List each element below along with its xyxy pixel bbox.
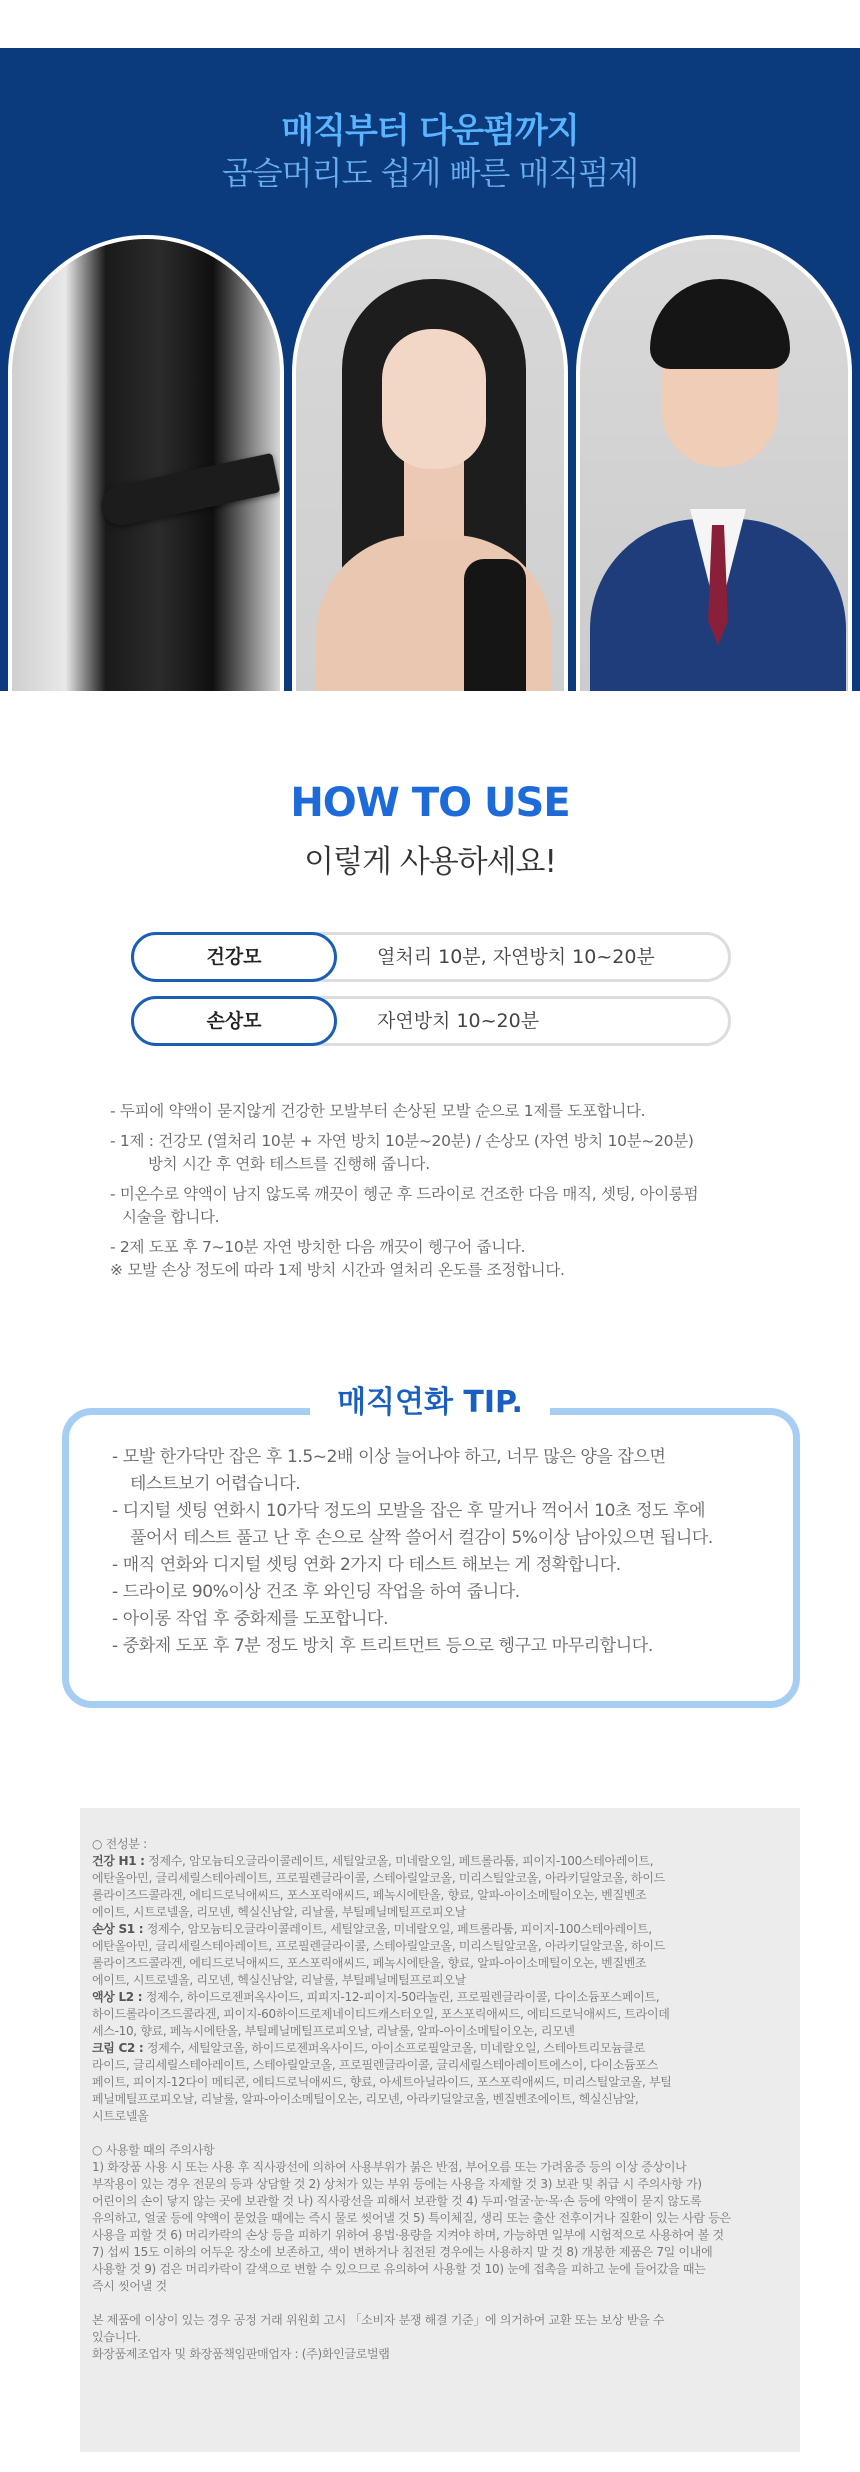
ingredients-text: ○ 전성분 : 건강 H1 : 정제수, 암모늄티오글라이콜레이트, 세틸알코올, 미네랄오일, 페트롤라툼, 피이지-100스테아레이트, 에탄올아민, 글리세릴스테아레이트, 프로필렌글라이콜, 스테아릴알코올, 미리스틸알코올, 아라키딜알코올, 하이드 롤라이즈드콜라겐, 에티드로닉애씨드, 포스포릭애씨드, 페녹시에탄올, 향료, 알파-아이소메틸이오논, 벤질벤조 에이트, 시트로넬올, 리모넨, 헥실신남알, 리날룰, 부틸페닐메틸프로피오날 손상 S1 : 정제수, 암모늄티오글라이콜레이트, 세틸알코올, 미네랄오일, 페트롤라툼, 피이지-100스테아레이트, 에탄올아민, 글리세릴스테아레이트, 프로필렌글라이콜, 스테아릴알코올, 미리스틸알코올, 아라키딜알코올, 하이드 롤라이즈드콜라겐, 에티드로닉애씨드, 포스포릭애씨드, 페녹시에탄올, 향료, 알파-아이소메틸이오논, 벤질벤조 에이트, 시트로넬올, 리모넨, 헥실신남알, 리날룰, 부틸페닐메틸프로피오날 액상 L2 : 정제수, 하이드로젠퍼옥사이드, 피피지-12-피이지-50라놀린, 프로필렌글라이콜, 다이소듐포스페이트, 하이드롤라이즈드콜라겐, 피이지-60하이드로제네이티드캐스터오일, 포스포릭애씨드, 에티드로닉애씨드, 트라이데 세스-10, 향료, 페녹시에탄올, 부틸페닐메틸프로피오날, 리날룰, 알파-아이소메틸이오논, 리모넨 크림 C2 : 정제수, 세틸알코올, 하이드로젠퍼옥사이드, 아이소프로필알코올, 미네랄오일, 스테아트리모늄클로 라이드, 글리세릴스테아레이트, 스테아릴알코올, 프로필렌글라이콜, 글리세릴스테아레이트에스이, 다이소듐포스 페이트, 피이지-12다이 메티콘, 에티드로닉애씨드, 향료, 아세트아닐라이드, 포스포릭애씨드, 미리스틸알코올, 부틸 페닐메틸프로피오날, 리날룰, 알파-아이소메틸이오논, 리모넨, 아라키딜알코올, 벤질벤조에이트, 헥실신남알, 시트로넬올 ○ 사용할 때의 주의사항 1) 화장품 사용 시 또는 사용 후 직사광선에 의하여 사용부위가 붉은 반점, 부어오름 또는 가려움증 등의 이상 증상이나 부작용이 있는 경우 전문의 등과 상담할 것 2) 상처가 있는 부위 등에는 사용을 자제할 것 3) 보관 및 취급 시 주의사항 가) 어린이의 손이 닿지 않는 곳에 보관할 것 나) 직사광선을 피해서 보관할 것 4) 두피·얼굴·눈·목·손 등에 약액이 묻지 않도록 유의하고, 얼굴 등에 약액이 묻었을 때에는 즉시 물로 씻어낼 것 5) 특이체질, 생리 또는 출산 전후이거나 질환이 있는 사람 등은 사용을 피할 것 6) 머리카락의 손상 등을 피하기 위하여 용법·용량을 지켜야 하며, 가능하면 일부에 시험적으로 사용하여 볼 것 7) 섭씨 15도 이하의 어두운 장소에 보존하고, 색이 변하거나 침전된 경우에는 사용하지 말 것 8) 개봉한 제품은 7일 이내에 사용할 것 9) 검은 머리카락이 갈색으로 변할 수 있으므로 유의하여 사용할 것 10) 눈에 접촉을 피하고 눈에 들어갔을 때는 즉시 씻어낼 것 본 제품에 이상이 있는 경우 공정 거래 위원회 고시 「소비자 분쟁 해결 기준」에 의거하여 교환 또는 보상 받을 수 있습니다. 화장품제조업자 및 화장품책임판매업자 : (주)화인글로벌랩 <box>92 1836 786 2363</box>
ingredients-panel <box>80 1808 800 2452</box>
woman-model-photo <box>292 235 568 691</box>
usage-note: 방치 시간 후 연화 테스트를 진행해 줍니다. <box>148 1155 430 1173</box>
flat-iron-icon <box>98 453 280 529</box>
tip-line: 테스트보기 어렵습니다. <box>130 1474 301 1494</box>
hero-subtitle: 곱슬머리도 쉽게 빠른 매직펌제 <box>221 154 639 192</box>
healthy-hair-tag: 건강모 <box>131 932 337 982</box>
usage-note: - 2제 도포 후 7~10분 자연 방치한 다음 깨끗이 헹구어 줍니다. <box>110 1238 526 1256</box>
notice-text: 있습니다. <box>92 2330 141 2344</box>
tip-title: 매직연화 TIP. <box>310 1380 550 1426</box>
usage-note: - 미온수로 약액이 남지 않도록 깨끗이 헹군 후 드라이로 건조한 다음 매직, 셋팅, 아이롱펌 <box>110 1185 699 1203</box>
how-to-use-title: HOW TO USE <box>290 780 570 826</box>
tip-line: - 중화제 도포 후 7분 정도 방치 후 트리트먼트 등으로 헹구고 마무리합니다. <box>112 1636 653 1656</box>
manufacturer-text: 화장품제조업자 및 화장품책임판매업자 : (주)화인글로벌랩 <box>92 2347 390 2361</box>
tip-line: - 아이롱 작업 후 중화제를 도포합니다. <box>112 1609 389 1629</box>
damaged-hair-time: 자연방치 10~20분 <box>377 1010 540 1032</box>
tip-line: - 모발 한가닥만 잡은 후 1.5~2배 이상 늘어나야 하고, 너무 많은 양을 잡으면 <box>112 1447 666 1467</box>
tip-list <box>112 1444 772 1660</box>
hero-title: 매직부터 다운펌까지 <box>281 111 579 151</box>
ingredient-label: 액상 L2 : <box>92 1990 143 2004</box>
notice-text: 본 제품에 이상이 있는 경우 공정 거래 위원회 고시 「소비자 분쟁 해결 기준」에 의거하여 교환 또는 보상 받을 수 <box>92 2313 665 2327</box>
usage-note: - 1제 : 건강모 (열처리 10분 + 자연 방치 10분~20분) / 손상모 (자연 방치 10분~20분) <box>110 1132 694 1150</box>
ingredient-label: 건강 H1 : <box>92 1854 145 1868</box>
tip-line: - 드라이로 90%이상 건조 후 와인딩 작업을 하여 줍니다. <box>112 1582 520 1602</box>
tip-line: - 매직 연화와 디지털 셋팅 연화 2가지 다 테스트 해보는 게 정확합니다. <box>112 1555 621 1575</box>
straight-hair-photo <box>8 235 284 691</box>
usage-notes <box>110 1100 750 1282</box>
hero-banner <box>0 48 860 691</box>
ingredient-label: 크림 C2 : <box>92 2041 144 2055</box>
usage-note: - 두피에 약액이 묻지않게 건강한 모발부터 손상된 모발 순으로 1제를 도포합니다. <box>110 1102 646 1120</box>
damaged-hair-row <box>131 996 731 1046</box>
damaged-hair-tag: 손상모 <box>131 996 337 1046</box>
caution-heading: ○ 사용할 때의 주의사항 <box>92 2143 215 2157</box>
tip-line: 풀어서 테스트 풀고 난 후 손으로 살짝 쓸어서 컬감이 5%이상 남아있으면 됩니다. <box>130 1528 713 1548</box>
healthy-hair-row <box>131 932 731 982</box>
ingredient-label: 손상 S1 : <box>92 1922 144 1936</box>
tip-line: - 디지털 셋팅 연화시 10가닥 정도의 모발을 잡은 후 말거나 꺽어서 10초 정도 후에 <box>112 1501 706 1521</box>
ingredients-heading: ○ 전성분 : <box>92 1837 147 1851</box>
healthy-hair-time: 열처리 10분, 자연방치 10~20분 <box>377 946 655 968</box>
usage-note: ※ 모발 손상 정도에 따라 1제 방치 시간과 열처리 온도를 조정합니다. <box>110 1261 565 1279</box>
usage-note: 시술을 합니다. <box>122 1208 220 1226</box>
how-to-use-subtitle: 이렇게 사용하세요! <box>304 844 556 880</box>
man-model-photo <box>576 235 852 691</box>
